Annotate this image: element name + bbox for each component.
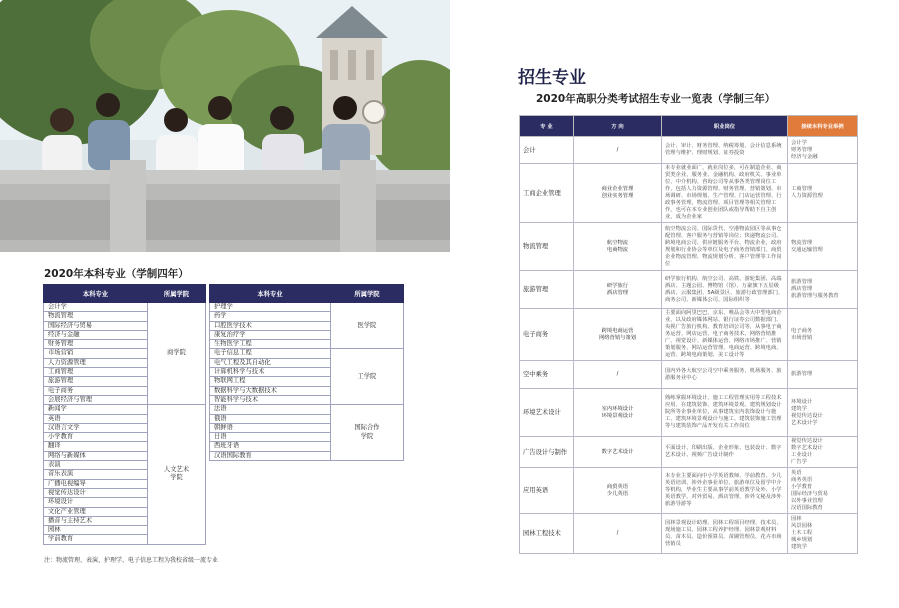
major-name: 汉语国际教育	[210, 451, 331, 460]
major-name: 电子商务	[44, 386, 148, 395]
table-row	[520, 223, 858, 271]
major-name: 汉语言文学	[44, 423, 148, 432]
major-name: 数据科学与大数据技术	[210, 386, 331, 395]
header-college: 所属学院	[148, 285, 206, 303]
vocational-table-title: 2020年高职分类考试招生专业一览表（学制三年）	[536, 93, 776, 105]
major-name: 音乐表演	[44, 470, 148, 479]
direction: 研学旅行 酒店管理	[574, 271, 662, 309]
major-name: 计算机科学与技术	[210, 368, 331, 377]
college-name: 商学院	[148, 303, 206, 405]
major-name: 电气工程及其自动化	[210, 358, 331, 367]
bachelor-majors: 物流管理 交通运输管理	[788, 223, 858, 271]
table-row	[44, 405, 206, 414]
direction: 航空物流 电商物流	[574, 223, 662, 271]
major-name: 应用英语	[520, 468, 574, 514]
major-name: 会展经济与管理	[44, 395, 148, 404]
header-major: 本科专业	[210, 285, 331, 303]
bachelor-majors: 旅游管理 酒店管理 旅游管理与服务教育	[788, 271, 858, 309]
table-row	[520, 361, 858, 389]
footnote: 注：物流管理、表演、护理学、电子信息工程为我校省级一流专业	[44, 557, 219, 564]
direction: 数字艺术设计	[574, 437, 662, 468]
major-name: 园林工程技术	[520, 514, 574, 554]
vocational-rows	[520, 137, 858, 554]
major-name: 生物医学工程	[210, 340, 331, 349]
major-name: 物联网工程	[210, 377, 331, 386]
major-name: 智能科学与技术	[210, 395, 331, 404]
direction: /	[574, 361, 662, 389]
job-positions: 本专业就业面广，就业岗位多，可在制造企业、商贸类企业、服务业、金融机构、政府机关、事业单位、中介机构、咨询公司等从事各类管理岗位工作，包括人力资源管理、财务管理、营销策划、市场调研、市场规划、生产管理、门店运营管理、行政事务管理、物流管理、项目管理等相关管理工作，也可在本专业创业团队或指导帮助下自主创业，成为企业家	[662, 164, 788, 223]
bachelor-majors: 英语 商务英语 小学教育 国际经济与贸易 以外事业管理 汉语国际教育	[788, 468, 858, 514]
direction: 室内环境设计 环境景观设计	[574, 389, 662, 437]
bachelor-majors: 园林 风景园林 土木工程 城乡规划 建筑学	[788, 514, 858, 554]
major-name: 会计学	[44, 303, 148, 312]
major-name: 广告设计与制作	[520, 437, 574, 468]
major-name: 物流管理	[520, 223, 574, 271]
major-name: 园林	[44, 526, 148, 535]
major-name: 表演	[44, 461, 148, 470]
table-row	[520, 137, 858, 164]
major-name: 网络与新媒体	[44, 451, 148, 460]
major-name: 环境艺术设计	[520, 389, 574, 437]
table-row	[520, 437, 858, 468]
major-name: 广播电视编导	[44, 479, 148, 488]
major-name: 英语	[44, 414, 148, 423]
major-name: 文化产业管理	[44, 507, 148, 516]
college-name: 人文艺术 学院	[148, 405, 206, 544]
college-name: 医学院	[331, 303, 404, 349]
bachelor-majors: 环境设计 建筑学 视觉传达设计 艺术设计学	[788, 389, 858, 437]
undergrad-rows-left	[44, 303, 206, 545]
job-positions: 研学旅行机构、航空公司、高铁、游轮集团、高端酒店、主题公园、博物馆（馆）、万豪旗下五星级酒店、云服集团、5A级景区、旅游行政管理部门、商务公司、新媒体公司、国际组织等	[662, 271, 788, 309]
major-name: 人力资源管理	[44, 358, 148, 367]
table-row	[520, 309, 858, 361]
major-name: 市场营销	[44, 349, 148, 358]
bachelor-majors: 视觉传达设计 数字艺术设计 工业设计 广告学	[788, 437, 858, 468]
table-row	[210, 303, 404, 312]
bachelor-majors: 旅游管理	[788, 361, 858, 389]
header-jobs: 职业岗位	[662, 116, 788, 137]
direction: /	[574, 514, 662, 554]
job-positions: 平面设计、印刷出版、企业形象、包装设计、数字艺术设计、视频广告设计制作	[662, 437, 788, 468]
vocational-table	[519, 115, 858, 554]
major-name: 学前教育	[44, 535, 148, 544]
job-positions: 航空物流公司、国际货代、空港物流园区等从事仓配管理、客户服务与营销等岗位；快递物流公司、跨境电商公司、供应链服务平台、物流企业，政府规划和行业协会等单位及电子商务营销部门、商贸企业物流管理、物流规划分析、客户管理等工作岗位	[662, 223, 788, 271]
major-name: 西班牙语	[210, 442, 331, 451]
major-name: 空中乘务	[520, 361, 574, 389]
major-name: 药学	[210, 312, 331, 321]
major-name: 播音与主持艺术	[44, 516, 148, 525]
major-name: 环境设计	[44, 498, 148, 507]
major-name: 法语	[210, 405, 331, 414]
job-positions: 国内外各大航空公司空中乘务服务、机场服务、旅游服务业中心	[662, 361, 788, 389]
major-name: 物流管理	[44, 312, 148, 321]
table-row	[210, 405, 404, 414]
table-row	[520, 389, 858, 437]
table-row	[520, 468, 858, 514]
major-name: 新闻学	[44, 405, 148, 414]
major-name: 小学教育	[44, 433, 148, 442]
college-name: 工学院	[331, 349, 404, 405]
undergrad-rows-right	[210, 303, 404, 461]
direction: 商贸英语 少儿英语	[574, 468, 662, 514]
major-name: 旅游管理	[520, 271, 574, 309]
job-positions: 会计、审计、财务管理、纳税筹划、会计信息系统管理与维护、理财规划、证券投资	[662, 137, 788, 164]
bachelor-majors: 会计学 财务管理 经济与金融	[788, 137, 858, 164]
direction: 商业企业管理 创业实务管理	[574, 164, 662, 223]
table-row	[520, 514, 858, 554]
table-row	[520, 164, 858, 223]
major-name: 翻译	[44, 442, 148, 451]
major-name: 朝鲜语	[210, 423, 331, 432]
major-name: 视觉传达设计	[44, 488, 148, 497]
undergrad-table-title: 2020年本科专业（学制四年）	[44, 268, 189, 280]
major-name: 会计	[520, 137, 574, 164]
table-row	[210, 349, 404, 358]
table-row	[44, 303, 206, 312]
section-heading: 招生专业	[518, 68, 586, 88]
major-name: 护理学	[210, 303, 331, 312]
job-positions: 本专业主要面向中小学英语教师、学前教育、少儿英语培训、涉外企事业单位、旅游单位及留学中介等机构，毕业生主要从事学前英语教学及外、小学英语教学、对外贸易、酒店管理、涉外文秘及涉外旅游导游等	[662, 468, 788, 514]
job-positions: 主要面向阿里巴巴、京东、唯品会等大中型电商企业，以及政府媒体网站、银行证券公司数据部门、央视广告旅行机构、教育培训公司等，从事电子商务运营、网店运营、电子商务技术、网络营销推广、视觉设计、新媒体运营、网络市场推广、营销策划服务、网站运营管理、电商运营、跨境电商、运营、跨境电商策划、美工设计等	[662, 309, 788, 361]
major-name: 旅游管理	[44, 377, 148, 386]
header-major: 本科专业	[44, 285, 148, 303]
campus-photo	[0, 0, 450, 252]
header-major: 专 业	[520, 116, 574, 137]
major-name: 工商企业管理	[520, 164, 574, 223]
header-direction: 方 向	[574, 116, 662, 137]
college-name: 国际合作 学院	[331, 405, 404, 461]
major-name: 俄语	[210, 414, 331, 423]
bachelor-majors: 电子商务 市场营销	[788, 309, 858, 361]
job-positions: 熟练掌握环境设计、施工工程管理实用等工程技术应用、在建筑装饰、建筑环境景观、建筑规划设计院所等企事业单位，从事建筑室内装饰设计与施工、建筑环境景观设计与施工、建筑装饰施工管理等与建筑装饰产品开发有关工作岗位	[662, 389, 788, 437]
major-name: 经济与金融	[44, 330, 148, 339]
major-name: 工商管理	[44, 368, 148, 377]
direction: /	[574, 137, 662, 164]
table-row	[520, 271, 858, 309]
major-name: 口腔医学技术	[210, 321, 331, 330]
undergrad-table-left	[43, 284, 206, 545]
header-bachelor: 接续本科专业举例	[788, 116, 858, 137]
major-name: 康复治疗学	[210, 330, 331, 339]
major-name: 国际经济与贸易	[44, 321, 148, 330]
major-name: 电子信息工程	[210, 349, 331, 358]
major-name: 日语	[210, 433, 331, 442]
header-college: 所属学院	[331, 285, 404, 303]
major-name: 电子商务	[520, 309, 574, 361]
bachelor-majors: 工商管理 人力资源管理	[788, 164, 858, 223]
job-positions: 园林景观设计助理、园林工程项目经理、技术员、现场施工员、园林工程养护经理、园林景观材料员、苗木员、造价预算员、苗圃管理员、花卉市场营销员	[662, 514, 788, 554]
undergrad-table-right	[209, 284, 404, 461]
major-name: 财务管理	[44, 340, 148, 349]
direction: 跨境电商运营 网络营销与策划	[574, 309, 662, 361]
